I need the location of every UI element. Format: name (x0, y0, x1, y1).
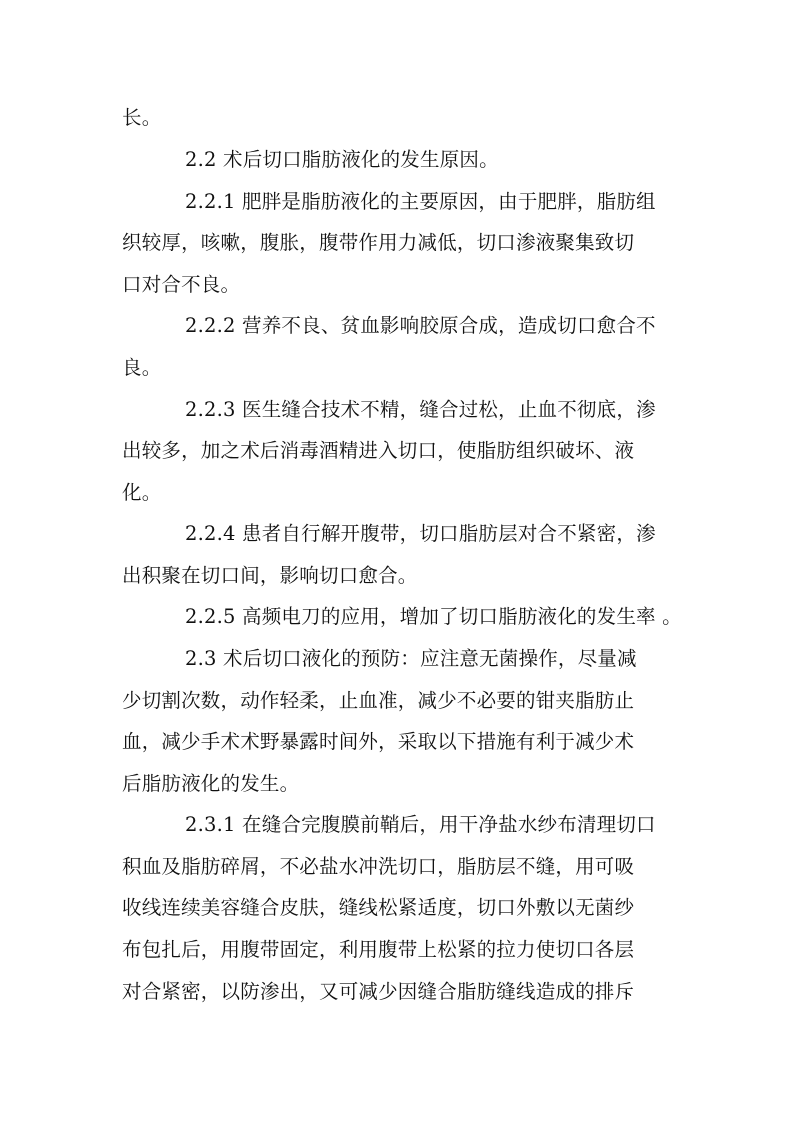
text-line: 收线连续美容缝合皮肤，缝线松紧适度，切口外敷以无菌纱 (122, 896, 635, 919)
text-line: 织较厚，咳嗽，腹胀，腹带作用力减低，切口渗液聚集致切 (122, 231, 635, 254)
section-heading-2-2: 2.2 术后切口脂肪液化的发生原因。 (185, 148, 499, 171)
text-line: 口对合不良。 (122, 273, 241, 296)
text-line: 2.2.5 高频电刀的应用，增加了切口脂肪液化的发生率 。 (185, 605, 682, 628)
text-line: 2.2.1 肥胖是脂肪液化的主要原因，由于肥胖，脂肪组 (185, 190, 656, 213)
text-line: 出较多，加之术后消毒酒精进入切口，使脂肪组织破坏、液 (122, 439, 635, 462)
text-line: 化。 (122, 481, 162, 504)
section-heading-2-3: 2.3 术后切口液化的预防：应注意无菌操作，尽量减 (185, 647, 637, 670)
text-line: 长。 (122, 106, 162, 129)
text-line: 布包扎后，用腹带固定，利用腹带上松紧的拉力使切口各层 (122, 938, 635, 961)
text-line: 2.2.4 患者自行解开腹带，切口脂肪层对合不紧密，渗 (185, 522, 656, 545)
text-line: 对合紧密，以防渗出，又可减少因缝合脂肪缝线造成的排斥 (122, 980, 635, 1003)
text-line: 2.3.1 在缝合完腹膜前鞘后，用干净盐水纱布清理切口 (185, 813, 656, 836)
text-line: 少切割次数，动作轻柔，止血准，减少不必要的钳夹脂肪止 (122, 689, 635, 712)
text-line: 出积聚在切口间，影响切口愈合。 (122, 564, 418, 587)
text-line: 后脂肪液化的发生。 (122, 772, 300, 795)
text-line: 2.2.3 医生缝合技术不精，缝合过松，止血不彻底，渗 (185, 398, 656, 421)
text-line: 积血及脂肪碎屑，不必盐水冲洗切口，脂肪层不缝，用可吸 (122, 855, 635, 878)
text-line: 2.2.2 营养不良、贫血影响胶原合成，造成切口愈合不 (185, 314, 656, 337)
text-line: 良。 (122, 356, 162, 379)
text-line: 血，减少手术术野暴露时间外，采取以下措施有利于减少术 (122, 730, 635, 753)
